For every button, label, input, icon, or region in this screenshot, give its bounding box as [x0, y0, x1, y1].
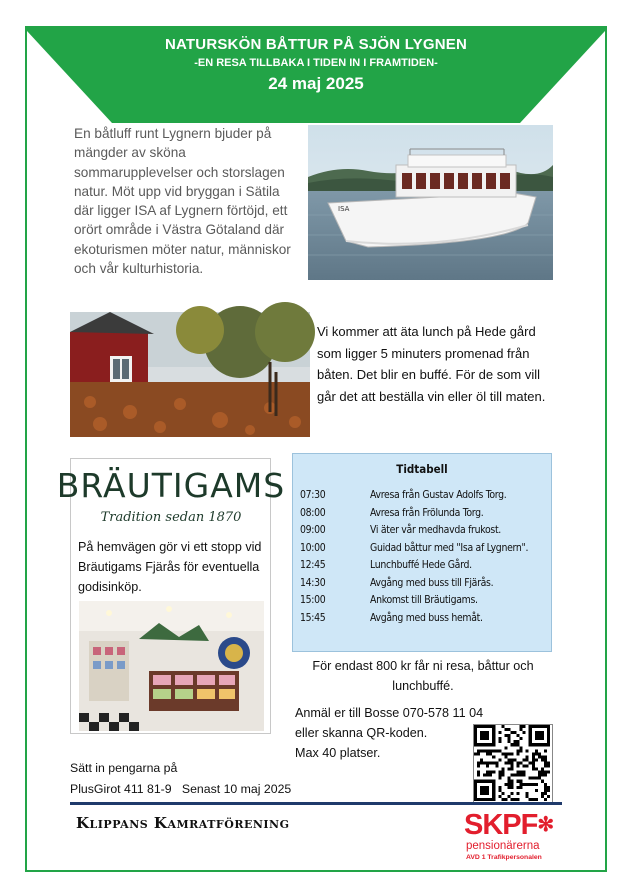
- event-date: 24 maj 2025: [268, 74, 364, 93]
- schedule-time: 15:00: [300, 594, 326, 606]
- logo-wordmark: BRÄUTIGAMS: [56, 466, 286, 505]
- payment-instruction: Sätt in pengarna på: [70, 761, 178, 775]
- hede-gard-photo: [70, 312, 310, 437]
- footer-divider: [70, 802, 562, 805]
- schedule-activity: Vi äter vår medhavda frukost.: [370, 524, 501, 536]
- brautigams-card: [56, 458, 286, 734]
- schedule-activity: Lunchbuffé Hede Gård.: [370, 559, 472, 571]
- logo-tagline: Tradition sedan 1870: [100, 510, 242, 525]
- schedule-row: [300, 557, 550, 575]
- schedule-activity: Avgång med buss till Fjärås.: [370, 576, 494, 589]
- schedule-activity: Avgång med buss hemåt.: [370, 611, 483, 624]
- schedule-time: 10:00: [300, 541, 326, 554]
- schedule-time: 15:45: [300, 611, 326, 624]
- schedule-list: [300, 487, 550, 627]
- schedule-activity: Avresa från Gustav Adolfs Torg.: [370, 489, 507, 501]
- schedule-title: Tidtabell: [396, 462, 448, 476]
- schedule-time: 14:30: [300, 576, 326, 589]
- schedule-row: [300, 522, 550, 540]
- schedule-row: [300, 505, 550, 523]
- boat-photo: [308, 125, 553, 280]
- schedule-row: [300, 592, 550, 610]
- registration-qr-hint: eller skanna QR-koden.: [295, 726, 428, 740]
- schedule-box: [292, 453, 552, 652]
- skpf-name: pensionärerna: [466, 840, 540, 852]
- header: [27, 36, 605, 94]
- registration-capacity: Max 40 platser.: [295, 746, 381, 760]
- schedule-activity: Guidad båttur med "Isa af Lygnern".: [370, 541, 529, 554]
- brautigams-logo: [56, 463, 286, 533]
- boat-name-label: ISA: [338, 205, 350, 213]
- skpf-wordmark: SKPF: [464, 809, 538, 841]
- schedule-time: 12:45: [300, 559, 326, 571]
- payment-info: [70, 758, 360, 799]
- registration-contact: Anmäl er till Bosse 070-578 11 04: [295, 706, 484, 720]
- schedule-row: [300, 610, 550, 628]
- schedule-time: 08:00: [300, 506, 326, 519]
- schedule-activity: Avresa från Frölunda Torg.: [370, 506, 484, 519]
- skpf-logo: [464, 810, 564, 862]
- lunch-paragraph: Vi kommer att äta lunch på Hede gård som ligger 5 minuters promenad från båten. Det blir en buffé. För de som vill går det att beställa vin eller öl till maten.: [317, 324, 546, 405]
- candy-store-photo: [79, 601, 264, 731]
- schedule-row: [300, 487, 550, 505]
- schedule-activity: Ankomst till Bräutigams.: [370, 594, 478, 606]
- schedule-row: [300, 540, 550, 558]
- schedule-time: 09:00: [300, 524, 326, 536]
- schedule-time: 07:30: [300, 489, 326, 501]
- schedule-row: [300, 575, 550, 593]
- payment-details: PlusGirot 411 81-9 Senast 10 maj 2025: [70, 781, 292, 796]
- intro-paragraph: En båtluff runt Lygnern bjuder på mängder av sköna sommarupplevelser och storslagen natur. Möt upp vid bryggan i Sätila där ligger ISA af Lygnern förtöjd, ett orört område i Västra Götaland där ekoturismen möter natur, människor och vår kulturhistoria.: [74, 126, 291, 277]
- skpf-flower-icon: ✻: [537, 814, 555, 836]
- event-title: NATURSKÖN BÅTTUR PÅ SJÖN LYGNEN: [164, 36, 468, 53]
- brautigams-text: På hemvägen gör vi ett stopp vid Bräutigams Fjärås för eventuella godisinköp.: [78, 540, 262, 594]
- price-text: För endast 800 kr får ni resa, båttur och lunchbuffé.: [312, 659, 534, 693]
- skpf-division: AVD 1 Trafikpersonalen: [466, 854, 542, 861]
- event-subtitle: -EN RESA TILLBAKA I TIDEN IN I FRAMTIDEN-: [194, 57, 438, 69]
- club-name: Klippans Kamratförening: [76, 814, 290, 832]
- qr-code[interactable]: [473, 724, 553, 804]
